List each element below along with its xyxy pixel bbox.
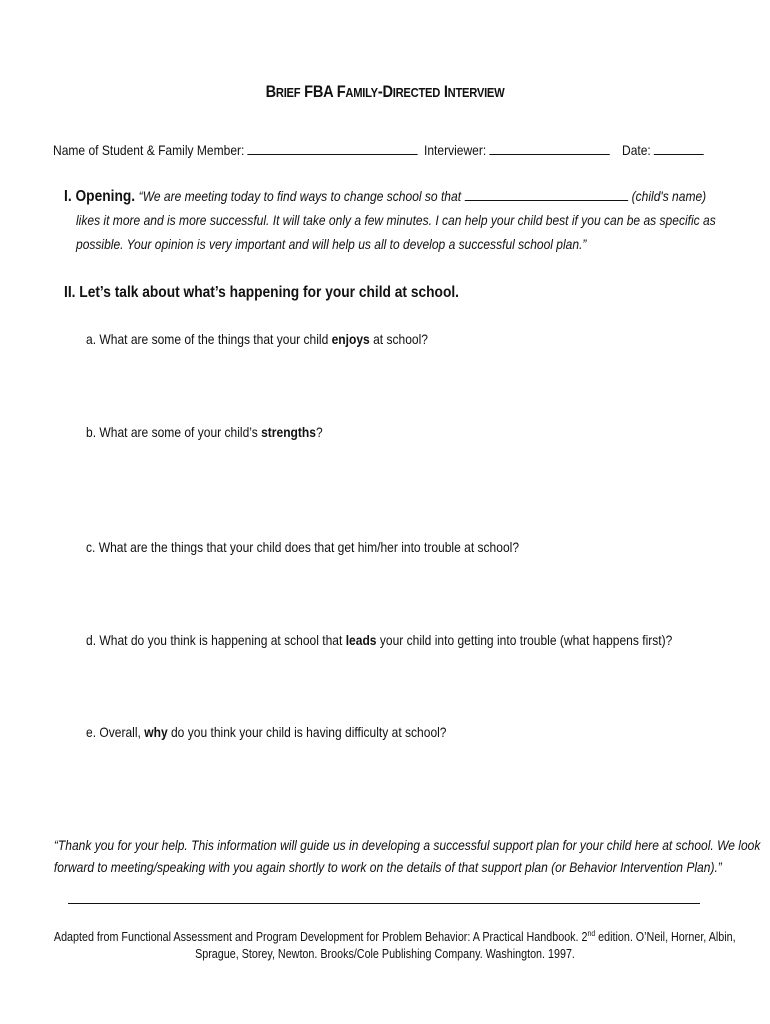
opening-line-3: possible. Your opinion is very important and will help us all to develop a successful school plan.” — [76, 236, 587, 252]
question-e: e. Overall, why do you think your child is having difficulty at school? — [86, 724, 447, 740]
interviewer-group — [424, 142, 610, 158]
footer-divider — [68, 903, 700, 904]
closing-line-1: “Thank you for your help. This information will guide us in developing a successful support plan for your child here at school. We look — [53, 837, 761, 853]
question-a: a. What are some of the things that your child enjoys at school? — [86, 331, 428, 347]
date-field[interactable] — [654, 142, 704, 155]
closing-line-2: forward to meeting/speaking with you again shortly to work on the details of that support plan (or Behavior Intervention Plan).” — [53, 859, 722, 875]
opening-heading: I. Opening. — [64, 188, 136, 205]
header-fields — [53, 142, 418, 158]
footer-citation-line-2: Sprague, Storey, Newton. Brooks/Cole Publishing Company. Washington. 1997. — [195, 947, 575, 961]
student-family-label: Name of Student & Family Member: — [53, 142, 245, 158]
student-family-field[interactable] — [248, 142, 418, 155]
question-b: b. What are some of your child’s strengths? — [86, 424, 323, 440]
date-group — [622, 142, 704, 158]
section-2-heading: II. Let’s talk about what’s happening for your child at school. — [64, 284, 460, 301]
interviewer-label: Interviewer: — [424, 142, 487, 158]
opening-line-2: likes it more and is more successful. It will take only a few minutes. I can help your child best if you can be as specific as — [76, 212, 716, 228]
footer-citation-line-1: Adapted from Functional Assessment and Program Development for Problem Behavior: A Practical Handbook. 2nd edition. O’Neil, Horner, Albin, — [53, 929, 736, 945]
question-d: d. What do you think is happening at school that leads your child into getting into trouble (what happens first)? — [86, 632, 673, 648]
child-name-field[interactable] — [465, 188, 628, 201]
page-title: BRIEF FBA FAMILY-DIRECTED INTERVIEW — [265, 82, 505, 101]
question-c: c. What are the things that your child does that get him/her into trouble at school? — [86, 539, 520, 555]
interviewer-field[interactable] — [490, 142, 610, 155]
opening-line-1: I. Opening. “We are meeting today to find ways to change school so that (child's name) — [64, 188, 707, 205]
date-label: Date: — [622, 142, 651, 158]
